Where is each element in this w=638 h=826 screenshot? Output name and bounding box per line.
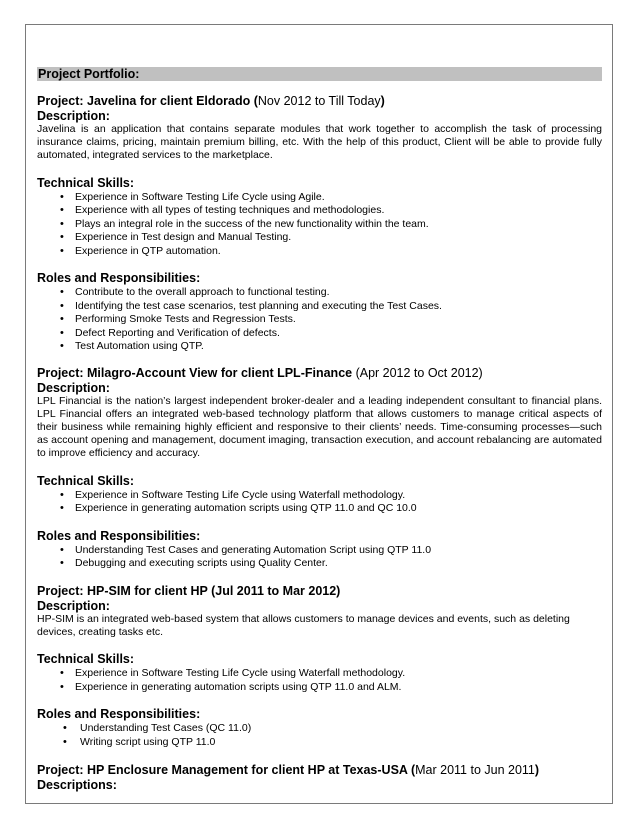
project-name: Javelina for client Eldorado ( [87,94,258,108]
list-item [37,300,602,314]
project-name: Milagro-Account View for client LPL-Finance [87,365,353,380]
list-item-text: Writing script using QTP 11.0 [80,735,216,748]
list-item-text: Test Automation using QTP. [75,340,204,353]
bullet-icon: • [60,313,64,326]
list-item [37,681,602,695]
list-item [37,204,602,218]
roles-list [37,544,602,571]
list-item-text: Experience in generating automation scripts using QTP 11.0 and ALM. [75,680,402,693]
technical-skills-list [37,191,602,259]
list-item-text: Experience in Software Testing Life Cycle using Agile. [75,190,325,203]
list-item-text: Experience in Test design and Manual Testing. [75,231,292,244]
bullet-icon: • [60,244,64,257]
project-dates: Mar 2011 to Jun 2011 [415,763,535,778]
list-item [37,557,602,571]
list-item-text: Understanding Test Cases and generating Automation Script using QTP 11.0 [75,543,432,556]
bullet-icon: • [60,340,64,353]
technical-skills-heading: Technical Skills: [37,473,135,488]
list-item-text: Defect Reporting and Verification of defects. [75,326,280,339]
project-title [37,763,602,778]
bullet-icon: • [60,326,64,339]
description-text: LPL Financial is the nation’s largest independent broker-dealer and a leading independent consultant to financial plans. LPL Financial offers an integrated web-based technology platform that allows customers to manage critical aspects of their business while remaining highly efficient and responsive to their clients’ needs. Time-consuming processes—such as account opening and management, document imaging, transaction execution, and account rebalancing are automated to improve efficiency and accuracy. [37,394,602,460]
bullet-icon: • [60,557,64,570]
bullet-icon: • [60,502,64,515]
list-item [37,286,602,300]
bullet-icon: • [63,735,67,748]
project-prefix: Project: [37,583,88,598]
list-item [37,313,602,327]
list-item-text: Plays an integral role in the success of the new functionality within the team. [75,217,429,230]
list-item [37,231,602,245]
technical-skills-heading: Technical Skills: [37,175,135,190]
bullet-icon: • [63,722,67,735]
list-item [37,191,602,205]
list-item-text: Identifying the test case scenarios, test planning and executing the Test Cases. [75,299,442,312]
roles-list [37,722,602,749]
roles-list [37,286,602,354]
roles-heading: Roles and Responsibilities: [37,271,201,286]
list-item-text: Experience with all types of testing techniques and methodologies. [75,204,385,217]
bullet-icon: • [60,667,64,680]
project-prefix: Project: [37,94,88,108]
technical-skills-list [37,667,602,694]
project-dates: (Apr 2012 to Oct 2012) [352,365,483,380]
technical-skills-heading: Technical Skills: [37,652,135,667]
description-heading: Description: [37,109,110,123]
list-item-text: Understanding Test Cases (QC 11.0) [80,722,252,735]
project-title [37,366,602,381]
project-title [37,94,602,109]
list-item [37,489,602,503]
bullet-icon: • [60,217,64,230]
description-text: HP-SIM is an integrated web-based system that allows customers to manage devices and events, such as deleting devices, creating tasks etc. [37,612,570,638]
project-name: HP Enclosure Management for client HP at Texas-USA ( [87,763,416,778]
technical-skills-list [37,489,602,516]
project-suffix: ) [380,94,385,108]
list-item [37,667,602,681]
list-item [37,218,602,232]
bullet-icon: • [60,488,64,501]
bullet-icon: • [60,231,64,244]
list-item [37,502,602,516]
project-title [37,584,602,599]
project-prefix: Project: [37,763,88,778]
list-item [37,327,602,341]
list-item [37,340,602,354]
bullet-icon: • [60,286,64,299]
list-item-text: Performing Smoke Tests and Regression Tests. [75,313,296,326]
bullet-icon: • [60,680,64,693]
description-text: Javelina is an application that contains separate modules that work together to accomplish the task of processing insurance claims, pricing, maintain premium billing, etc. With the help of this product, Client will be able to provide fully automated, integrated services to the marketplace. [37,123,602,162]
list-item-text: Experience in generating automation scripts using QTP 11.0 and QC 10.0 [75,502,417,515]
bullet-icon: • [60,204,64,217]
bullet-icon: • [60,299,64,312]
list-item [37,736,602,750]
list-item-text: Experience in Software Testing Life Cycle using Waterfall methodology. [75,667,406,680]
list-item-text: Experience in QTP automation. [75,244,221,257]
list-item-text: Contribute to the overall approach to functional testing. [75,286,330,299]
project-name: HP-SIM for client HP (Jul 2011 to Mar 2012) [87,583,341,598]
bullet-icon: • [60,543,64,556]
bullet-icon: • [60,190,64,203]
roles-heading: Roles and Responsibilities: [37,707,201,722]
description-heading: Description: [37,380,110,395]
project-dates: Nov 2012 to Till Today [257,94,381,108]
section-title-project-portfolio: Project Portfolio: [37,67,602,81]
project-prefix: Project: [37,365,88,380]
resume-content [37,67,602,792]
list-item-text: Debugging and executing scripts using Quality Center. [75,557,328,570]
list-item [37,245,602,259]
roles-heading: Roles and Responsibilities: [37,528,201,543]
description-heading: Descriptions: [37,778,117,793]
list-item-text: Experience in Software Testing Life Cycle using Waterfall methodology. [75,488,406,501]
list-item [37,544,602,558]
description-heading: Description: [37,598,110,613]
project-suffix: ) [534,763,540,778]
list-item [37,722,602,736]
